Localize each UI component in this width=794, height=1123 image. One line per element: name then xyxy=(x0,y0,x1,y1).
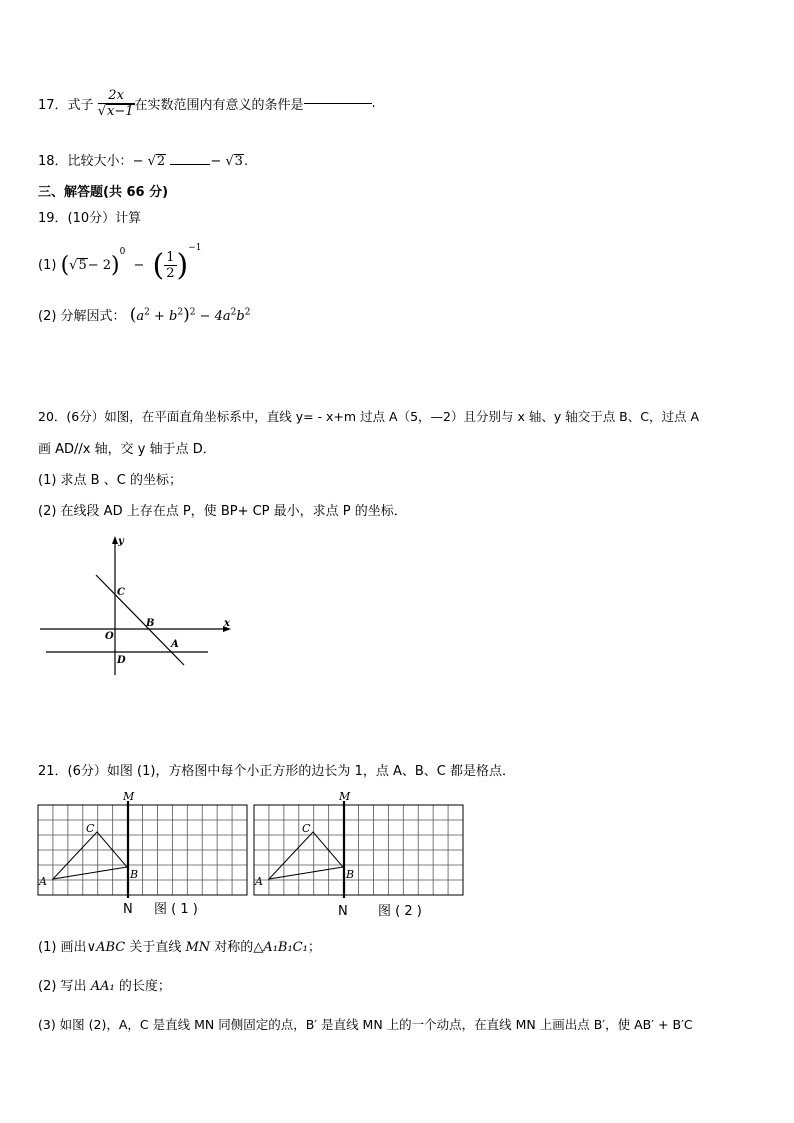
q18-left-radicand: 2 xyxy=(156,154,166,169)
q20-part2: (2) 在线段 AD 上存在点 P，使 BP+ CP 最小，求点 P 的坐标． xyxy=(38,504,407,519)
triangle-abc xyxy=(53,832,127,879)
q21-part3: (3) 如图 (2)，A，C 是直线 MN 同侧固定的点，B′ 是直线 MN 上的一个动点，在直线 MN 上画出点 B′，使 AB′ + B′C xyxy=(38,1017,693,1032)
q17 xyxy=(38,88,376,119)
q21-part1 xyxy=(38,936,321,955)
caption-fig2: 图 ( 2 ) xyxy=(378,904,422,919)
q19-part1-minus: − xyxy=(133,258,145,273)
q19-part1-minus2: − 2 xyxy=(87,258,112,273)
fig-label-c: C xyxy=(117,587,125,598)
close-paren-icon: ) xyxy=(183,305,190,325)
q21-part1-triangle2: △A₁B₁C₁ xyxy=(253,940,308,955)
label-n: N xyxy=(123,902,133,917)
q21-part1-end: ； xyxy=(307,940,321,955)
label-c: C xyxy=(302,822,311,835)
q19-part1-exponent-zero: 0 xyxy=(119,246,126,257)
q19-part1-label: (1) xyxy=(38,258,57,273)
q17-end: . xyxy=(371,96,376,111)
label-m: M xyxy=(123,790,135,803)
q21-grid-figure-1 xyxy=(36,788,250,922)
q18-answer-blank[interactable] xyxy=(170,164,210,165)
q21-part1-prefix: (1) 画出 xyxy=(38,940,87,955)
fig-label-d: D xyxy=(117,655,126,666)
grid-lines xyxy=(38,805,247,895)
q17-fraction xyxy=(98,88,135,119)
triangle-abc xyxy=(269,832,343,879)
q21-part1-post: 对称的 xyxy=(210,940,254,955)
open-paren-icon: ( xyxy=(152,248,165,283)
label-c: C xyxy=(86,822,95,835)
fig-label-y: y xyxy=(118,536,124,547)
label-a: A xyxy=(39,875,47,888)
q17-prefix: 式子 xyxy=(67,98,94,113)
q19-part2-tail: − 4a xyxy=(199,309,231,324)
q19-part1-radicand: 5 xyxy=(78,258,87,273)
sqrt-icon: √ xyxy=(97,104,106,119)
q20-part1: (1) 求点 B 、C 的坐标； xyxy=(38,473,182,488)
open-paren-icon: ( xyxy=(60,253,70,278)
q19-part1 xyxy=(38,242,202,283)
sqrt-icon: √ xyxy=(225,154,234,169)
q18-right-sign: − xyxy=(210,154,222,169)
q21-part2 xyxy=(38,975,171,994)
fig-label-o: O xyxy=(105,631,114,642)
label-a: A xyxy=(255,875,263,888)
q19-part2-tail-b: b xyxy=(236,309,245,324)
q17-answer-blank[interactable] xyxy=(304,103,372,104)
open-paren-icon: ( xyxy=(129,305,137,325)
q17-fraction-numerator: 2x xyxy=(98,88,135,104)
q19-heading: 19．(10分）计算 xyxy=(38,211,142,226)
q20-coordinate-figure xyxy=(36,532,240,682)
q19-part1-fraction xyxy=(164,250,176,281)
q20-line2: 画 AD//x 轴，交 y 轴于点 D． xyxy=(38,442,216,457)
q20-line1: 20．(6分）如图，在平面直角坐标系中，直线 y= - x+m 过点 A（5，—2）且分别与 x 轴、y 轴交于点 B、C，过点 A xyxy=(38,409,700,424)
q21-part2-aa: AA₁ xyxy=(90,979,115,994)
q19-part2-b: b xyxy=(169,309,178,324)
q19-part2-label: (2) 分解因式： xyxy=(38,309,126,324)
q18-prefix: 比较大小： xyxy=(67,154,133,169)
label-b: B xyxy=(130,868,139,881)
q19-part2-plus: + xyxy=(149,309,170,324)
q21-part2-prefix: (2) 写出 xyxy=(38,979,91,994)
q19-part1-fraction-numerator: 1 xyxy=(166,250,175,265)
q17-fraction-denominator: x−1 xyxy=(107,104,134,119)
caption-fig1: 图 ( 1 ) xyxy=(154,902,198,917)
fig-label-a: A xyxy=(171,639,179,650)
q19-part2: (2) 分解因式： $(a^2 + b^2)^2 - 4a^2b^2$ xyxy=(38,305,251,325)
q19-part2-a: a xyxy=(136,309,145,324)
q17-fraction-denominator-wrap xyxy=(98,104,135,119)
sqrt-icon: √ xyxy=(69,258,78,273)
q17-suffix: 在实数范围内有意义的条件是 xyxy=(134,98,304,113)
grid-lines xyxy=(254,805,463,895)
q21-part2-post: 的长度； xyxy=(114,979,171,994)
q21-grid-figure-2 xyxy=(252,788,466,922)
close-paren-icon: ) xyxy=(111,253,120,278)
label-m: M xyxy=(339,790,351,803)
label-b: B xyxy=(346,868,355,881)
q21-part1-triangle: ∨ABC xyxy=(86,940,126,955)
q21-heading: 21．(6分）如图 (1)，方格图中每个小正方形的边长为 1，点 A、B、C 都是格点． xyxy=(38,764,515,779)
q18-number: 18． xyxy=(38,154,68,169)
q17-number: 17． xyxy=(38,98,68,113)
label-n: N xyxy=(338,904,348,919)
section-heading: 三、解答题(共 66 分) xyxy=(38,185,169,200)
fig-label-x: x xyxy=(224,618,230,629)
fig-label-b: B xyxy=(146,618,155,629)
q18-right-radicand: 3 xyxy=(234,154,243,169)
q18-left-sign: − xyxy=(132,154,144,169)
sqrt-icon: √ xyxy=(147,154,156,169)
q19-part1-fraction-denominator: 2 xyxy=(166,266,175,281)
q18-end: . xyxy=(243,154,249,169)
q19-part1-exponent: −1 xyxy=(188,242,202,253)
close-paren-icon: ) xyxy=(176,248,189,283)
q21-part1-mn: MN xyxy=(185,940,211,955)
q21-part1-mid: 关于直线 xyxy=(125,940,186,955)
q18 xyxy=(38,150,248,169)
